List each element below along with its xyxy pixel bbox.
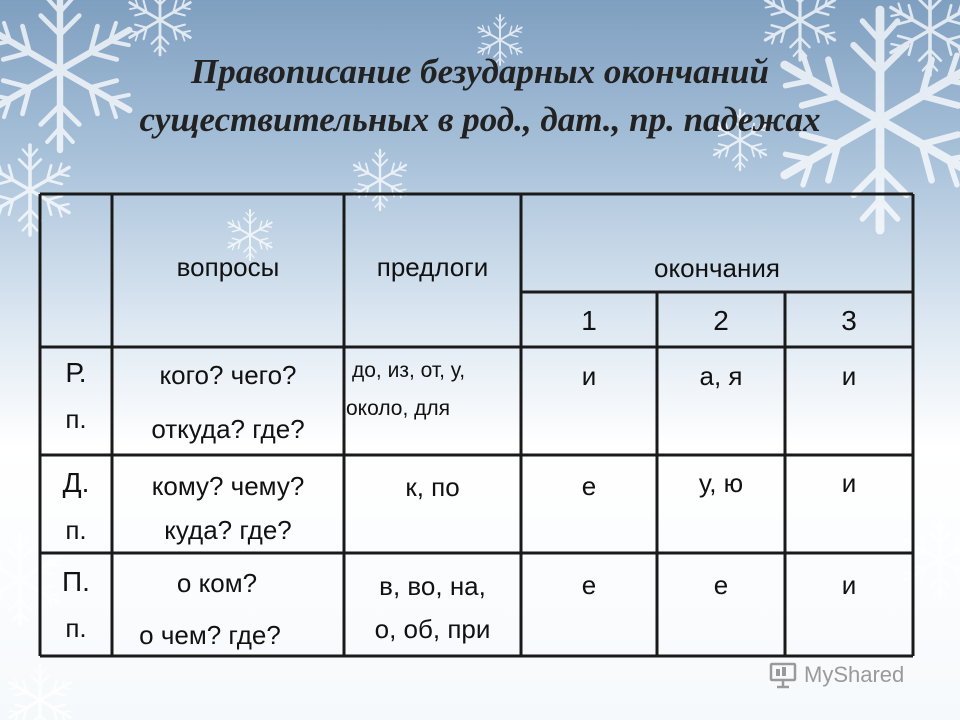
- ending-genitive-2: а, я: [699, 361, 743, 391]
- ending-prepositional-2: е: [713, 570, 729, 600]
- ending-genitive-3: и: [841, 361, 857, 391]
- ending-dative-1: е: [581, 471, 597, 501]
- header-questions: вопросы: [176, 252, 280, 282]
- ending-prepositional-1: е: [581, 570, 597, 600]
- watermark: [768, 658, 904, 692]
- prepositions-genitive-1: до, из, от, у,: [352, 359, 466, 382]
- questions-dative-1: кому? чему?: [151, 471, 305, 501]
- case-label-dative: Д.: [62, 467, 90, 498]
- prepositions-genitive-2: около, для: [346, 397, 451, 420]
- questions-genitive-1: кого? чего?: [159, 360, 297, 390]
- case-label-genitive-suffix: п.: [65, 404, 87, 434]
- header-prepositions: предлоги: [376, 252, 489, 282]
- questions-genitive-2: откуда? где?: [151, 414, 305, 444]
- title-line-2: существительных в род., дат., пр. падежах: [139, 100, 821, 139]
- questions-dative-2: куда? где?: [164, 515, 292, 545]
- questions-prepositional-2: о чем? где?: [139, 620, 281, 650]
- ending-prepositional-3: и: [841, 570, 857, 600]
- questions-prepositional-1: о ком?: [176, 568, 258, 598]
- watermark-text: MyShared: [804, 662, 905, 687]
- title-line-1: Правописание безударных окончаний: [191, 52, 769, 91]
- header-declension-2: 2: [713, 305, 729, 336]
- ending-genitive-1: и: [581, 361, 597, 391]
- ending-dative-3: и: [841, 468, 857, 498]
- case-label-prepositional: П.: [62, 566, 90, 597]
- prepositions-prepositional-1: в, во, на,: [379, 571, 486, 601]
- prepositions-prepositional-2: о, об, при: [374, 614, 491, 644]
- case-label-prepositional-suffix: п.: [65, 613, 87, 643]
- header-declension-3: 3: [841, 305, 857, 336]
- case-label-genitive: Р.: [65, 357, 87, 388]
- header-endings: окончания: [654, 253, 780, 283]
- prepositions-dative-1: к, по: [405, 472, 460, 502]
- ending-dative-2: у, ю: [698, 468, 744, 498]
- header-declension-1: 1: [581, 305, 597, 336]
- case-label-dative-suffix: п.: [65, 515, 87, 545]
- presentation-icon: [768, 660, 798, 690]
